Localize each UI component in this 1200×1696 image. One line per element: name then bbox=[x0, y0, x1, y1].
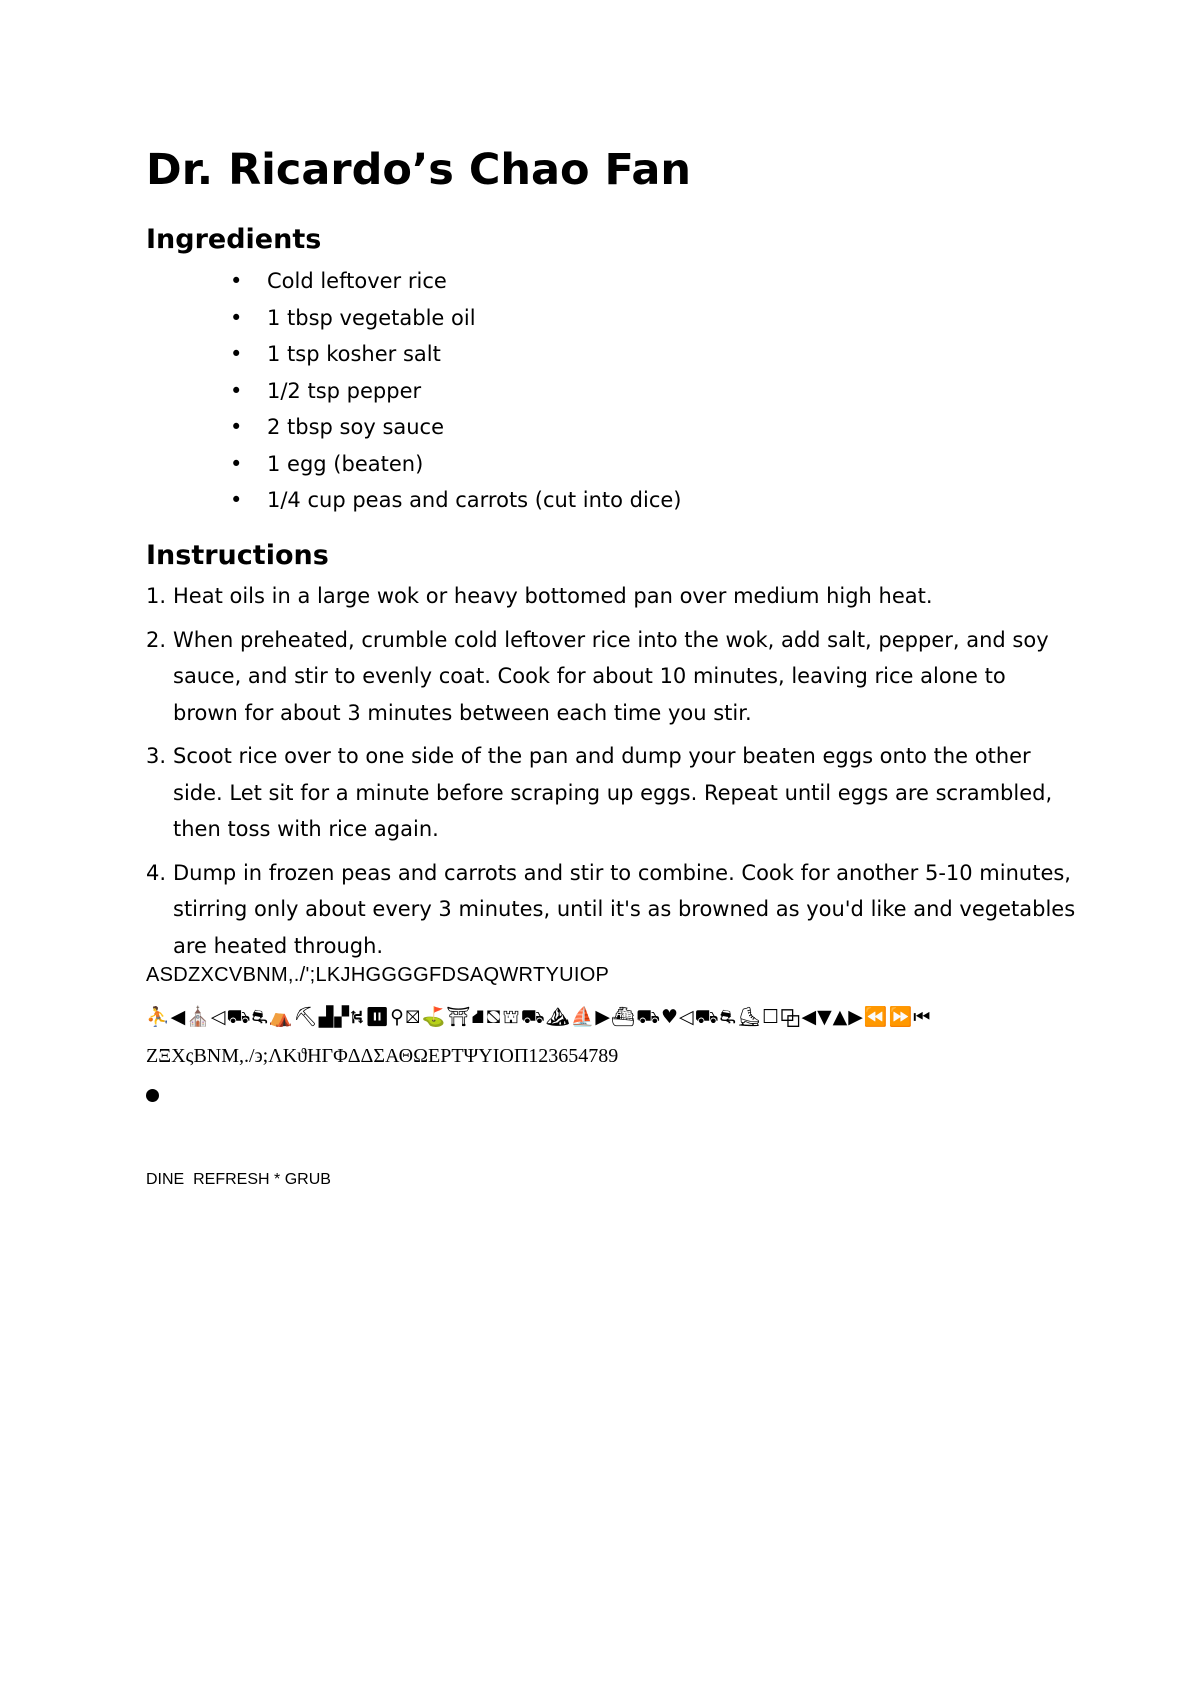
bullet-icon: • bbox=[230, 269, 243, 293]
ingredients-list bbox=[146, 263, 681, 519]
list-item bbox=[146, 300, 681, 337]
recipe-title: Dr. Ricardo’s Chao Fan bbox=[146, 145, 692, 195]
list-item bbox=[146, 409, 681, 446]
ingredient-text: 1 tsp kosher salt bbox=[267, 342, 441, 366]
list-item bbox=[146, 482, 681, 519]
step-number: 1. bbox=[146, 584, 167, 608]
garbled-text-line: ASDZXCVBNM,./';LKJHGGGGFDSAQWRTYUIOP bbox=[146, 964, 610, 986]
step-text: Heat oils in a large wok or heavy bottomed pan over medium high heat. bbox=[173, 584, 933, 608]
list-item bbox=[146, 336, 681, 373]
ingredient-text: Cold leftover rice bbox=[267, 269, 447, 293]
step-text: Scoot rice over to one side of the pan and dump your beaten eggs onto the other side. Let sit for a minute before scraping up eggs. Repeat until eggs are scrambled, then toss with rice again. bbox=[173, 744, 1053, 841]
footer-text: DINE REFRESH * GRUB bbox=[146, 1171, 331, 1188]
greek-font-line: ΖΞΧςΒΝΜ,./϶;ΛΚϑΗΓΦΔΔΣΑΘΩΕΡΤΨΥΙΟΠ123654789 bbox=[146, 1045, 619, 1067]
list-item bbox=[146, 373, 681, 410]
ingredient-text: 2 tbsp soy sauce bbox=[267, 415, 445, 439]
instructions-heading: Instructions bbox=[146, 540, 329, 571]
step-text: Dump in frozen peas and carrots and stir to combine. Cook for another 5-10 minutes, stirring only about every 3 minutes, until it's as browned as you'd like and vegetables are heated through. bbox=[173, 860, 1076, 958]
step-text: When preheated, crumble cold leftover rice into the wok, add salt, pepper, and soy sauce, and stir to evenly coat. Cook for about 10 minutes, leaving rice alone to brown for about 3 minutes between each time you stir. bbox=[173, 627, 1049, 725]
list-item bbox=[146, 855, 1076, 965]
bullet-icon: • bbox=[230, 342, 243, 366]
bullet-icon: • bbox=[230, 378, 243, 403]
instructions-list bbox=[146, 578, 1076, 971]
ingredients-heading: Ingredients bbox=[146, 224, 322, 255]
step-number: 4. bbox=[146, 860, 167, 885]
filled-circle-icon bbox=[146, 1089, 159, 1102]
bullet-icon: • bbox=[230, 305, 243, 330]
list-item bbox=[146, 738, 1076, 848]
ingredient-text: 1/2 tsp pepper bbox=[267, 378, 422, 403]
list-item bbox=[146, 622, 1076, 732]
bullet-icon: • bbox=[230, 415, 243, 439]
ingredient-text: 1 egg (beaten) bbox=[267, 451, 424, 476]
step-number: 3. bbox=[146, 744, 167, 768]
ingredient-text: 1 tbsp vegetable oil bbox=[267, 305, 476, 330]
step-number: 2. bbox=[146, 627, 167, 652]
ingredient-text: 1/4 cup peas and carrots (cut into dice) bbox=[267, 488, 682, 512]
list-item bbox=[146, 446, 681, 483]
list-item bbox=[146, 578, 1076, 615]
list-item bbox=[146, 263, 681, 300]
bullet-icon: • bbox=[230, 451, 243, 476]
symbol-font-line: ⛹◀⛪◁⛟⛐⛺⛏▟▞⛕⏸⚲⛝⛳⛩⛘⛞⛫⛟⛰⛵▶⛴⛟♥◁⛟⛐⛸☐⧉◀▼▲▶⏪⏩⏮ bbox=[146, 1006, 932, 1028]
bullet-icon: • bbox=[230, 488, 243, 512]
